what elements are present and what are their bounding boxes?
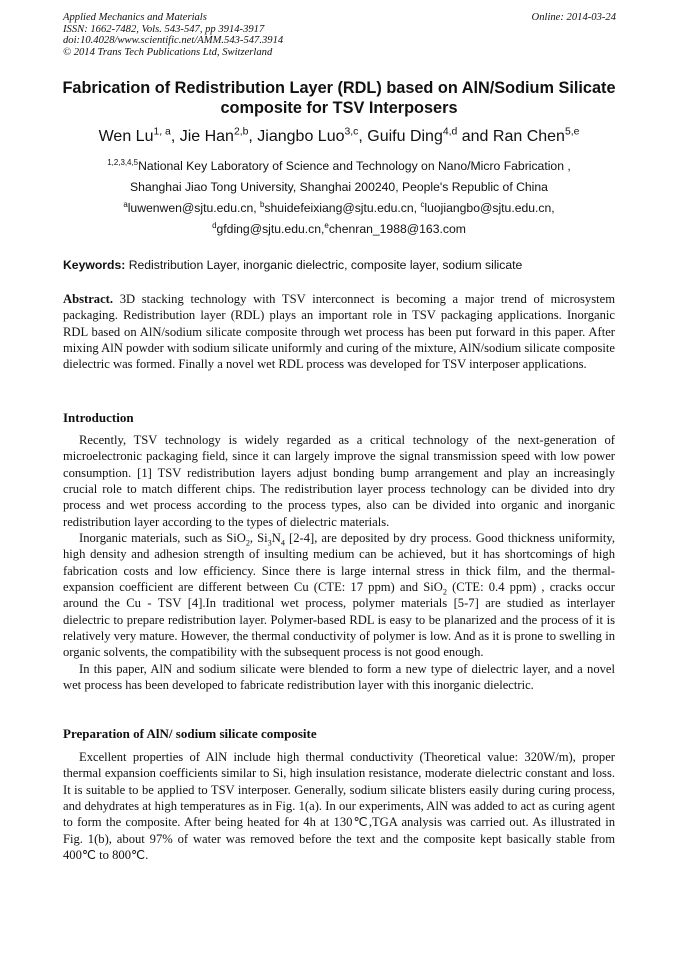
author-sup: 3,c — [344, 126, 359, 138]
issn: ISSN: 1662-7482, Vols. 543-547, pp 3914-3917 — [63, 23, 265, 35]
email[interactable]: shuidefeixiang@sjtu.edu.cn, — [264, 201, 421, 215]
author-sup: 1, a — [153, 126, 171, 138]
author: Wen Lu — [98, 128, 154, 145]
abstract — [63, 291, 615, 373]
author: Jie Han — [179, 128, 234, 145]
email-sup: c — [420, 199, 425, 209]
paragraph: Recently, TSV technology is widely regarded as a critical technology of the next-generation of microelectronic packaging field, since it can largely improve the signal transmission speed with low power consumption. [1] TSV redistribution layers adjust bonding bump arrangement and play an increasingly crucial role to match different chips. The redistribution layer process technology can be divided into dry process and wet process according to the process types, also can be divided into organic and inorganic redistribution layer according to the types of dielectric materials. — [63, 433, 615, 529]
abstract-label: Abstract. — [63, 292, 114, 306]
journal-name: Applied Mechanics and Materials — [63, 12, 207, 23]
sep: , — [358, 128, 368, 145]
author: Jiangbo Luo — [257, 128, 345, 145]
preparation-body — [63, 749, 615, 863]
keywords-text: Redistribution Layer, inorganic dielectric, composite layer, sodium silicate — [125, 258, 523, 272]
email-sup: a — [123, 199, 128, 209]
keywords — [63, 258, 522, 272]
email-sup: d — [212, 220, 217, 230]
journal-header — [63, 12, 283, 58]
paragraph: Inorganic materials, such as SiO$_2$, $Si_3N_4$ [2-4], are deposited by dry process. Good thickness uniformity, high density and adhesion strength of insulting medium can be achieved, but it has shortcomings of high fabrication costs and low efficiency. Since there is large internal stress in thick film, and the thermal-expansion coefficient are different between Cu (CTE: 17 ppm) and SiO$_2$ (CTE: 0.4 ppm) , cracks occur around the Cu - TSV [4].In traditional wet process, polymer materials [5-7] are studied as interlayer dielectric to prepare redistribution layer. Polymer-based RDL is easy to be planarized and the process of it is relatively very mature. However, the thermal conductivity of polymer is low. And as it is prone to swelling in organic solvents, the compatibility with the subsequent process is not good enough. — [63, 531, 615, 660]
author-sup: 4,d — [442, 126, 458, 138]
online-date: Online: 2014-03-24 — [531, 12, 616, 23]
abstract-text: 3D stacking technology with TSV interconnect is becoming a major trend of microsystem packaging. Redistribution layer (RDL) plays an important role in TSV packaging applications. Inorganic RDL based on AlN/sodium silicate composite through wet process has been put forward in this paper. After mixing AlN powder with sodium silicate uniformly and curing of the mixture, AlN/sodium silicate composite dielectric was formed. Finally a novel wet RDL process was developed for TSV interposer applications. — [63, 292, 615, 372]
aff-line: Shanghai Jiao Tong University, Shanghai 200240, People's Republic of China — [130, 180, 548, 194]
author: Ran Chen — [492, 128, 565, 145]
paper-title: Fabrication of Redistribution Layer (RDL) based on AlN/Sodium Silicate composite for TSV Interposers — [62, 79, 616, 117]
doi: doi:10.4028/www.scientific.net/AMM.543-547.3914 — [63, 35, 284, 47]
section-heading-preparation: Preparation of AlN/ sodium silicate composite — [63, 726, 317, 741]
sep: , — [248, 128, 258, 145]
email[interactable]: luwenwen@sjtu.edu.cn, — [127, 201, 261, 215]
affiliation — [40, 156, 638, 240]
author: Guifu Ding — [367, 128, 443, 145]
sep: , — [170, 128, 180, 145]
keywords-label: Keywords: — [63, 258, 126, 272]
email[interactable]: gfding@sjtu.edu.cn, — [216, 222, 325, 236]
email[interactable]: chenran_1988@163.com — [328, 222, 466, 236]
author-sup: 5,e — [564, 126, 580, 138]
aff-sup: 1,2,3,4,5 — [107, 157, 139, 167]
section-heading-introduction: Introduction — [63, 410, 134, 425]
paragraph: In this paper, AlN and sodium silicate were blended to form a new type of dielectric layer, and a novel wet process has been developed to fabricate redistribution layer with this inorganic dielectric. — [63, 661, 615, 693]
aff-line: National Key Laboratory of Science and Technology on Nano/Micro Fabrication , — [138, 159, 571, 173]
introduction-body — [63, 432, 615, 694]
email[interactable]: luojiangbo@sjtu.edu.cn, — [424, 201, 555, 215]
email-sup: b — [260, 199, 265, 209]
email-sup: e — [324, 220, 329, 230]
sep: and — [457, 128, 493, 145]
copyright: © 2014 Trans Tech Publications Ltd, Switzerland — [63, 46, 273, 58]
author-sup: 2,b — [233, 126, 249, 138]
paragraph: Excellent properties of AlN include high thermal conductivity (Theoretical value: 320W/m), proper thermal expansion coefficients similar to Si, high insulation resistance, moderate dielectric constant and loss. It is suitable to be applied to TSV interposer. Generally, sodium silicate blisters easily during curing process, and dehydrates at high temperatures as in Fig. 1(a). In our experiments, AlN was added to act as curing agent to form the composite. After being heated for 4h at 130℃,TGA analysis was carried out. As illustrated in Fig. 1(b), about 97% of water was removed before the text and the composite kept basically stable from 400℃ to 800℃. — [63, 750, 615, 863]
author-list — [40, 128, 638, 146]
